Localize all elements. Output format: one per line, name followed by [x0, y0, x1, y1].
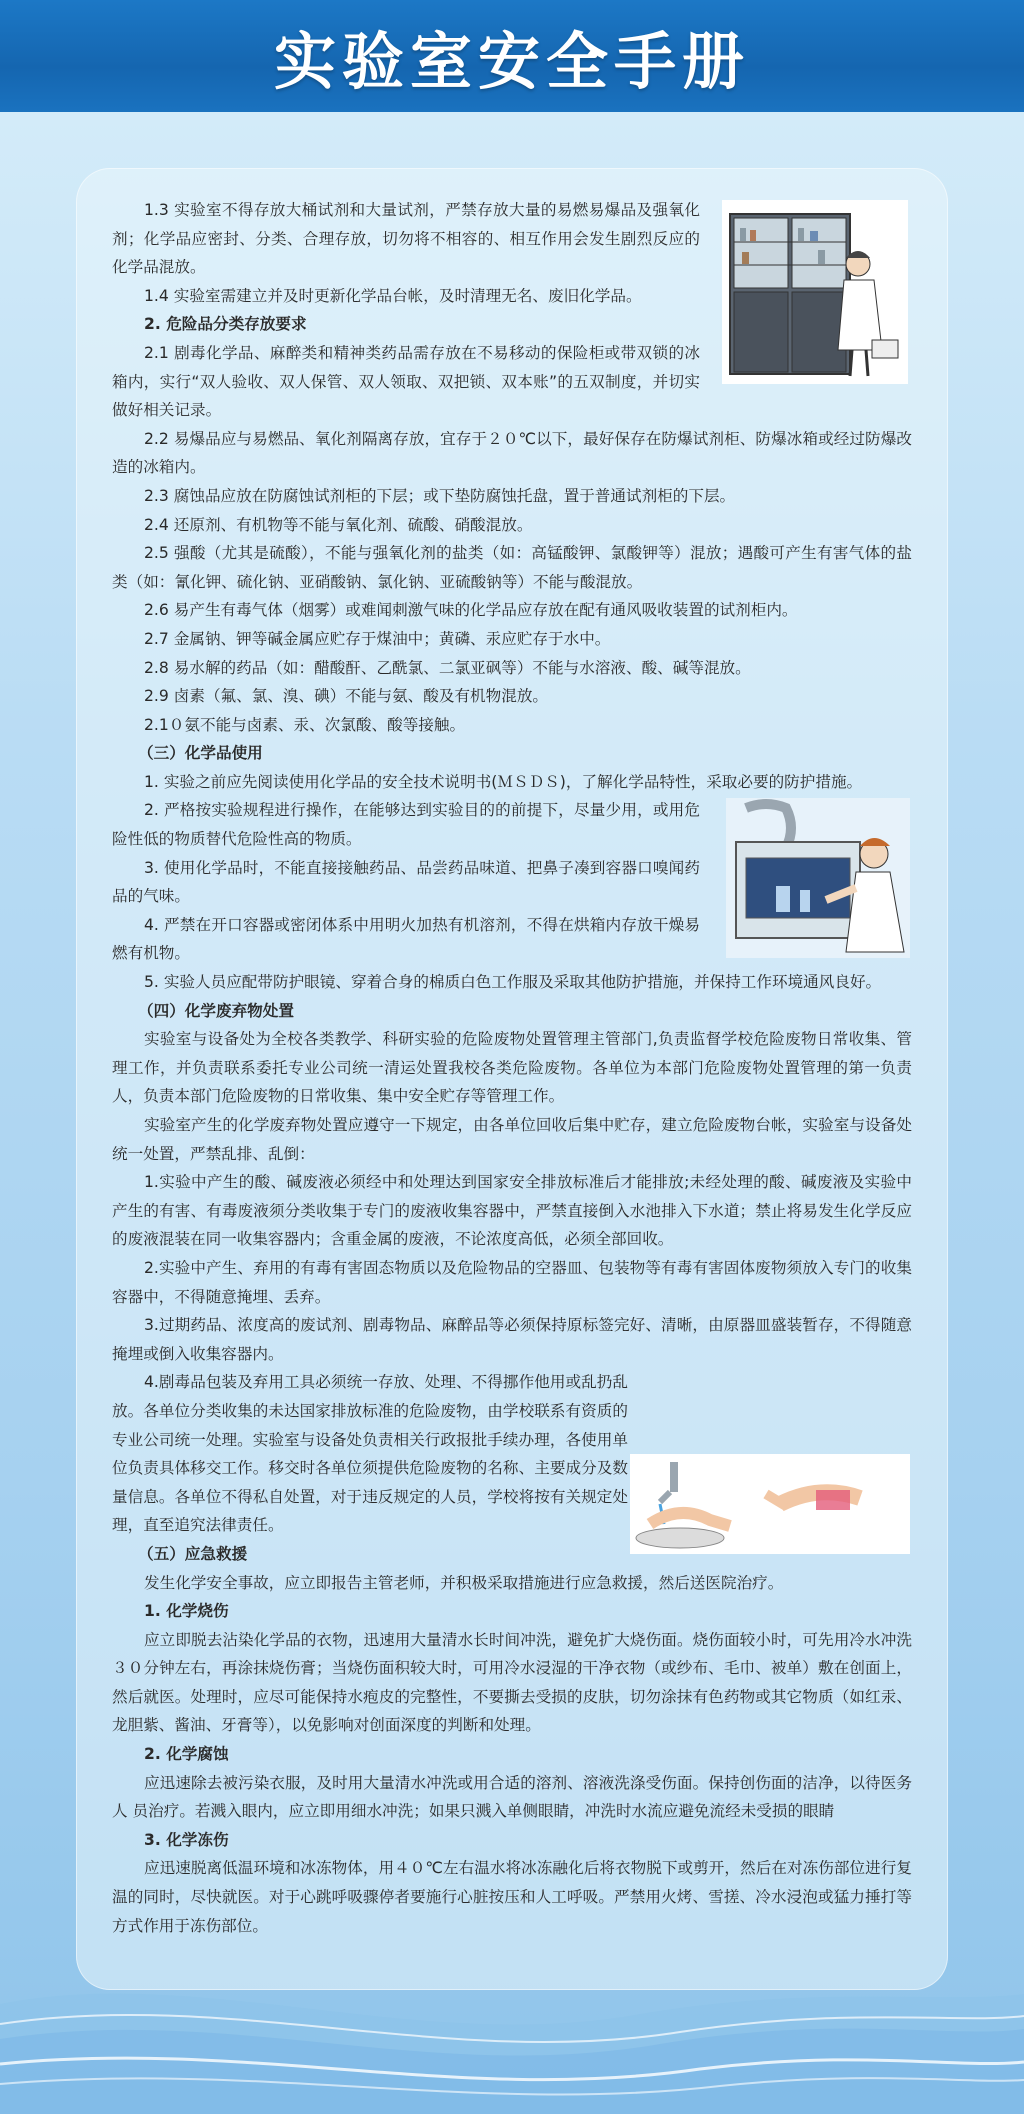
section-heading: 2. 危险品分类存放要求 — [144, 315, 307, 334]
paragraph: 实验室与设备处为全校各类教学、科研实验的危险废物处置管理主管部门,负责监督学校危险废物日常收集、管理工作，并负责联系委托专业公司统一清运处置我校各类危险废物。各单位为本部门危险废物处置管理的第一负责人，负责本部门危险废物的日常收集、集中安全贮存等管理工作。 — [112, 1030, 912, 1106]
section-heading: 2. 化学腐蚀 — [144, 1745, 229, 1764]
paragraph: 2.3 腐蚀品应放在防腐蚀试剂柜的下层；或下垫防腐蚀托盘，置于普通试剂柜的下层。 — [144, 486, 736, 505]
paragraph: 2.1０氨不能与卤素、汞、次氯酸、酸等接触。 — [144, 715, 466, 734]
paragraph: 3.过期药品、浓度高的废试剂、剧毒物品、麻醉品等必须保持原标签完好、清晰，由原器皿盛装暂存，不得随意掩埋或倒入收集容器内。 — [112, 1316, 912, 1363]
paragraph: 1. 实验之前应先阅读使用化学品的安全技术说明书(ＭＳＤＳ)，了解化学品特性，采取必要的防护措施。 — [144, 772, 863, 791]
paragraph: 4. 严禁在开口容器或密闭体系中用明火加热有机溶剂，不得在烘箱内存放干燥易燃有机物。 — [112, 915, 700, 963]
paragraph: 发生化学安全事故，应立即报告主管老师，并积极采取措施进行应急救援，然后送医院治疗。 — [144, 1573, 784, 1592]
paragraph: 5. 实验人员应配带防护眼镜、穿着合身的棉质白色工作服及采取其他防护措施，并保持工作环境通风良好。 — [144, 973, 882, 992]
paragraph: 1.实验中产生的酸、碱废液必须经中和处理达到国家安全排放标准后才能排放;未经处理的酸、碱废液及实验中产生的有害、有毒废液须分类收集于专门的废液收集容器中，严禁直接倒入水池排入下水道；禁止将易发生化学反应的废液混装在同一收集容器内；含重金属的废液，不论浓度高低，必须全部回收。 — [112, 1173, 912, 1249]
section-heading: 1. 化学烧伤 — [144, 1602, 229, 1621]
paragraph: 2.1 剧毒化学品、麻醉类和精神类药品需存放在不易移动的保险柜或带双锁的冰箱内，实行“双人验收、双人保管、双人领取、双把锁、双本账”的五双制度，并切实做好相关记录。 — [112, 343, 700, 420]
article-body — [112, 196, 912, 1940]
paragraph: 2.7 金属钠、钾等碱金属应贮存于煤油中；黄磷、汞应贮存于水中。 — [144, 629, 611, 648]
paragraph: 实验室产生的化学废弃物处置应遵守一下规定，由各单位回收后集中贮存，建立危险废物台帐，实验室与设备处统一处置，严禁乱排、乱倒： — [112, 1116, 912, 1163]
paragraph: 2.9 卤素（氟、氯、溴、碘）不能与氨、酸及有机物混放。 — [144, 687, 549, 706]
paragraph: 2. 严格按实验规程进行操作，在能够达到实验目的的前提下，尽量少用，或用危险性低的物质替代危险性高的物质。 — [112, 801, 700, 849]
header-banner — [0, 0, 1024, 112]
paragraph: 2.2 易爆品应与易燃品、氧化剂隔离存放，宜存于２０℃以下，最好保存在防爆试剂柜、防爆冰箱或经过防爆改造的冰箱内。 — [112, 429, 912, 477]
section-heading: （五）应急救援 — [138, 1544, 248, 1563]
paragraph: 4.剧毒品包装及弃用工具必须统一存放、处理、不得挪作他用或乱扔乱放。各单位分类收集的未达国家排放标准的危险废物，由学校联系有资质的专业公司统一处理。实验室与设备处负责相关行政报批手续办理，各使用单位负责具体移交工作。移交时各单位须提供危险废物的名称、主要成分及数量信息。各单位不得私自处置，对于违反规定的人员，学校将按有关规定处理，直至追究法律责任。 — [112, 1373, 628, 1535]
paragraph: 2.实验中产生、弃用的有毒有害固态物质以及危险物品的空器皿、包装物等有毒有害固体废物须放入专门的收集容器中，不得随意掩埋、丢弃。 — [112, 1258, 912, 1306]
paragraph: 应迅速脱离低温环境和冰冻物体，用４０℃左右温水将冰冻融化后将衣物脱下或剪开，然后在对冻伤部位进行复温的同时，尽快就医。对于心跳呼吸骤停者要施行心脏按压和人工呼吸。严禁用火烤、雪搓、冷水浸泡或猛力捶打等方式作用于冻伤部位。 — [112, 1859, 912, 1935]
paragraph: 1.4 实验室需建立并及时更新化学品台帐，及时清理无名、废旧化学品。 — [144, 286, 642, 305]
paragraph: 1.3 实验室不得存放大桶试剂和大量试剂，严禁存放大量的易燃易爆品及强氧化剂；化学品应密封、分类、合理存放，切勿将不相容的、相互作用会发生剧烈反应的化学品混放。 — [112, 201, 700, 277]
section-heading: （四）化学废弃物处置 — [138, 1001, 294, 1020]
paragraph: 2.8 易水解的药品（如：醋酸酐、乙酰氯、二氯亚砜等）不能与水溶液、酸、碱等混放。 — [144, 658, 751, 677]
paragraph: 2.6 易产生有毒气体（烟雾）或难闻刺激气味的化学品应存放在配有通风吸收装置的试剂柜内。 — [144, 601, 798, 620]
paragraph: 应立即脱去沾染化学品的衣物，迅速用大量清水长时间冲洗，避免扩大烧伤面。烧伤面较小时，可先用冷水冲洗３０分钟左右，再涂抹烧伤膏；当烧伤面积较大时，可用冷水浸湿的干净衣物（或纱布、毛巾、被单）敷在创面上，然后就医。处理时，应尽可能保持水疱皮的完整性，不要撕去受损的皮肤，切勿涂抹有色药物或其它物质（如红汞、龙胆紫、酱油、牙膏等），以免影响对创面深度的判断和处理。 — [112, 1630, 912, 1735]
section-heading: 3. 化学冻伤 — [144, 1830, 229, 1849]
section-heading: （三）化学品使用 — [138, 744, 263, 763]
paragraph: 2.5 强酸（尤其是硫酸），不能与强氧化剂的盐类（如：高锰酸钾、氯酸钾等）混放；遇酸可产生有害气体的盐类（如：氰化钾、硫化钠、亚硝酸钠、氯化钠、亚硫酸钠等）不能与酸混放。 — [112, 544, 912, 591]
paragraph: 2.4 还原剂、有机物等不能与氧化剂、硫酸、硝酸混放。 — [144, 515, 533, 534]
paragraph: 3. 使用化学品时，不能直接接触药品、品尝药品味道、把鼻子凑到容器口嗅闻药品的气味。 — [112, 858, 700, 906]
paragraph: 应迅速除去被污染衣服，及时用大量清水冲洗或用合适的溶剂、溶液洗涤受伤面。保持创伤面的洁净，以待医务人 员治疗。若溅入眼内，应立即用细水冲洗；如果只溅入单侧眼睛，冲洗时水流应避免流经未受损的眼睛 — [112, 1773, 912, 1821]
page-title: 实验室安全手册 — [273, 24, 750, 98]
